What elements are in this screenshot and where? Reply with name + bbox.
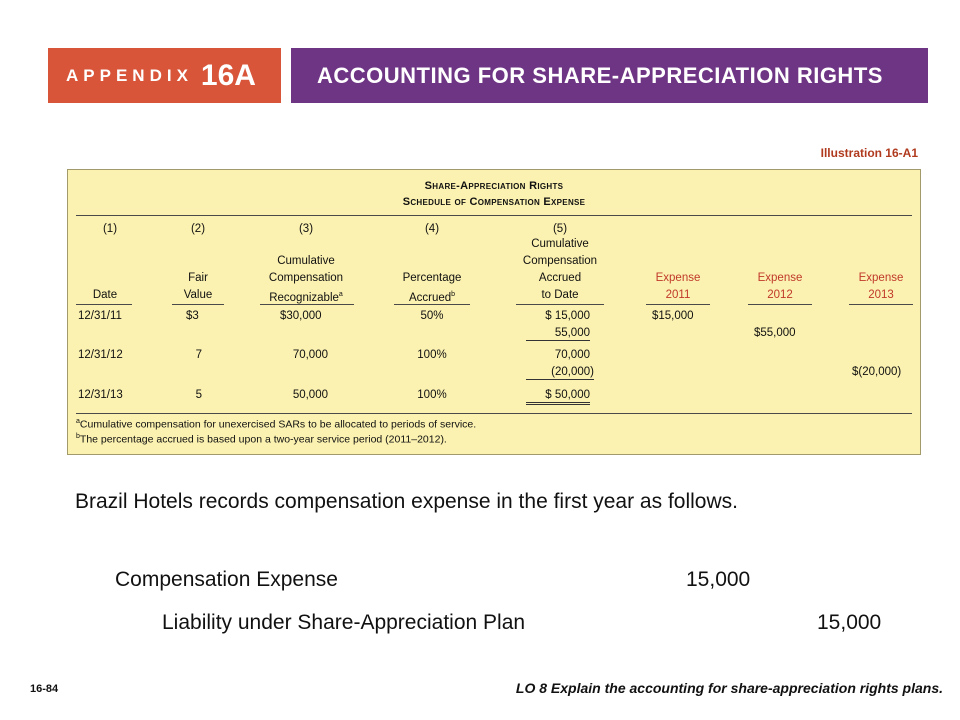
table-title-line1: Share-Appreciation Rights — [424, 180, 564, 192]
appendix-title: ACCOUNTING FOR SHARE-APPRECIATION RIGHTS — [291, 48, 928, 103]
row1-fair-value: $3 — [186, 310, 199, 322]
row2-expense-2013: $(20,000) — [852, 366, 902, 378]
hdr-rule-2013 — [849, 304, 913, 305]
debit-amount: 15,000 — [686, 568, 751, 591]
hdr-rule-date — [76, 304, 132, 305]
footnote-b: $^b$The percentage accrued is based upon a two-year service period (2011–2012). — [76, 433, 447, 446]
row2-accrued: 70,000 — [554, 349, 590, 361]
hdr-year-2011: 2011 — [665, 289, 691, 301]
col-number-4: (4) — [424, 223, 440, 235]
row3-fair-value: 5 — [195, 389, 202, 401]
row2-fair-value: 7 — [195, 349, 202, 361]
row1-expense-2012: $55,000 — [754, 327, 796, 339]
footnote-a: $^a$Cumulative compensation for unexercised SARs to be allocated to periods of service. — [76, 418, 477, 431]
col-number-2: (2) — [190, 223, 206, 235]
hdr-accrued-2: Compensation — [522, 255, 598, 267]
hdr-date: Date — [92, 289, 118, 301]
footnote-rule — [76, 413, 912, 414]
row2-percent: 100% — [417, 349, 447, 361]
hdr-expense-2012: Expense — [757, 272, 803, 284]
row3-accrued: $ 50,000 — [526, 388, 590, 405]
hdr-year-2013: 2013 — [868, 289, 894, 301]
hdr-expense-2013: Expense — [858, 272, 904, 284]
row2-accrued-change: (20,000) — [526, 365, 594, 380]
row3-percent: 100% — [417, 389, 447, 401]
hdr-percentage: Percentage — [402, 272, 462, 284]
row3-cumulative: 50,000 — [292, 389, 328, 401]
col-number-1: (1) — [102, 223, 118, 235]
hdr-value: Value — [183, 289, 213, 301]
appendix-word: APPENDIX — [66, 65, 193, 85]
hdr-cumulative-1: Cumulative — [277, 255, 335, 267]
row1-date: 12/31/11 — [78, 310, 122, 322]
col-number-3: (3) — [298, 223, 314, 235]
credit-amount: 15,000 — [817, 611, 882, 634]
col-number-5: (5) — [552, 223, 568, 235]
row1-expense-2011: $15,000 — [652, 310, 694, 322]
hdr-year-2012: 2012 — [767, 289, 793, 301]
row2-date: 12/31/12 — [78, 349, 123, 361]
row2-cumulative: 70,000 — [292, 349, 328, 361]
hdr-rule-2012 — [748, 304, 812, 305]
debit-account: Compensation Expense — [115, 568, 338, 591]
row1-accrued: $ 15,000 — [545, 310, 590, 322]
body-text: Brazil Hotels records compensation expense in the first year as follows. — [75, 490, 738, 513]
row1-accrued-change: 55,000 — [526, 326, 590, 341]
hdr-fair: Fair — [188, 272, 208, 284]
credit-account: Liability under Share-Appreciation Plan — [162, 611, 526, 634]
row3-date: 12/31/13 — [78, 389, 123, 401]
page-number: 16-84 — [30, 683, 59, 695]
hdr-rule-2011 — [646, 304, 710, 305]
learning-objective: LO 8 Explain the accounting for share-appreciation rights plans. — [515, 680, 943, 696]
hdr-rule-cum — [260, 304, 354, 305]
hdr-recognizable: Recognizable$^a$ — [269, 291, 343, 304]
hdr-expense-2011: Expense — [655, 272, 701, 284]
hdr-cumulative-2: Compensation — [268, 272, 344, 284]
illustration-label: Illustration 16-A1 — [820, 146, 918, 160]
title-rule — [76, 215, 912, 216]
hdr-accrued-1: Cumulative — [531, 238, 589, 250]
hdr-rule-accr — [516, 304, 604, 305]
appendix-banner — [48, 48, 281, 103]
compensation-schedule-table — [67, 169, 921, 455]
row1-percent: 50% — [420, 310, 444, 322]
hdr-accrued: Accrued$^b$ — [408, 291, 456, 304]
table-title-line2: Schedule of Compensation Expense — [402, 196, 586, 208]
row1-cumulative: $30,000 — [280, 310, 322, 322]
hdr-accrued-3: Accrued — [538, 272, 582, 284]
hdr-rule-fair — [172, 304, 224, 305]
hdr-rule-pct — [394, 304, 470, 305]
hdr-to-date: to Date — [541, 289, 579, 301]
appendix-number: 16A — [200, 58, 256, 92]
